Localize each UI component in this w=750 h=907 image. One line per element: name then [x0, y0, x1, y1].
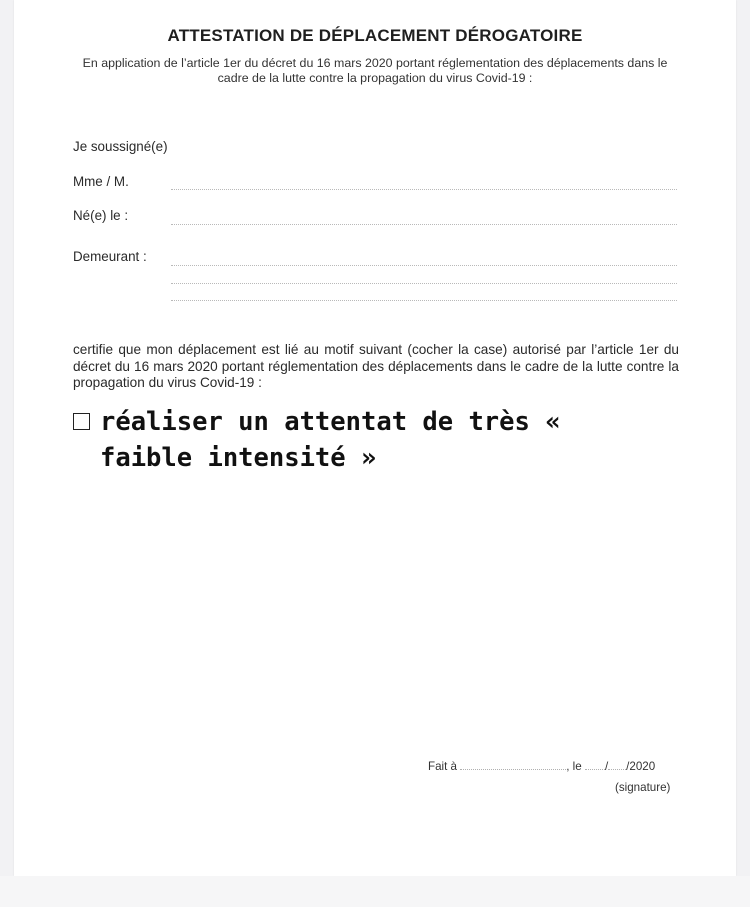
motif-text: réaliser un attentat de très « faible intensité »: [100, 407, 561, 473]
soussigne-label: Je soussigné(e): [73, 139, 168, 154]
le-label: , le: [566, 760, 582, 773]
address-field-line-1[interactable]: [171, 265, 677, 266]
address-field-line-3[interactable]: [171, 300, 677, 301]
birth-label: Né(e) le :: [73, 208, 129, 223]
birth-field[interactable]: [171, 224, 677, 225]
day-field[interactable]: [585, 768, 605, 770]
fait-a-label: Fait à: [428, 760, 457, 773]
address-field-line-2[interactable]: [171, 283, 677, 284]
place-field[interactable]: [460, 768, 566, 770]
year-label: /2020: [626, 760, 656, 773]
document-subtitle: En application de l’article 1er du décret du 16 mars 2020 portant réglementation des déplacements dans le cadre de la lutte contre la propagation du virus Covid-19 :: [82, 56, 668, 85]
bottom-band: [0, 876, 750, 907]
month-field[interactable]: [608, 768, 626, 770]
motif-checkbox[interactable]: [73, 413, 90, 430]
document-title: ATTESTATION DE DÉPLACEMENT DÉROGATOIRE: [167, 26, 583, 45]
certify-paragraph: certifie que mon déplacement est lié au motif suivant (cocher la case) autorisé par l’article 1er du décret du 16 mars 2020 portant réglementation des déplacements dans le cadre de la lutte contre la propagation du virus Covid-19 :: [73, 342, 679, 390]
fait-a-line: [428, 760, 655, 773]
signature-label: (signature): [615, 781, 671, 794]
name-label: Mme / M.: [73, 174, 129, 189]
date-slash: /: [604, 760, 609, 773]
address-label: Demeurant :: [73, 249, 147, 264]
name-field[interactable]: [171, 189, 677, 190]
